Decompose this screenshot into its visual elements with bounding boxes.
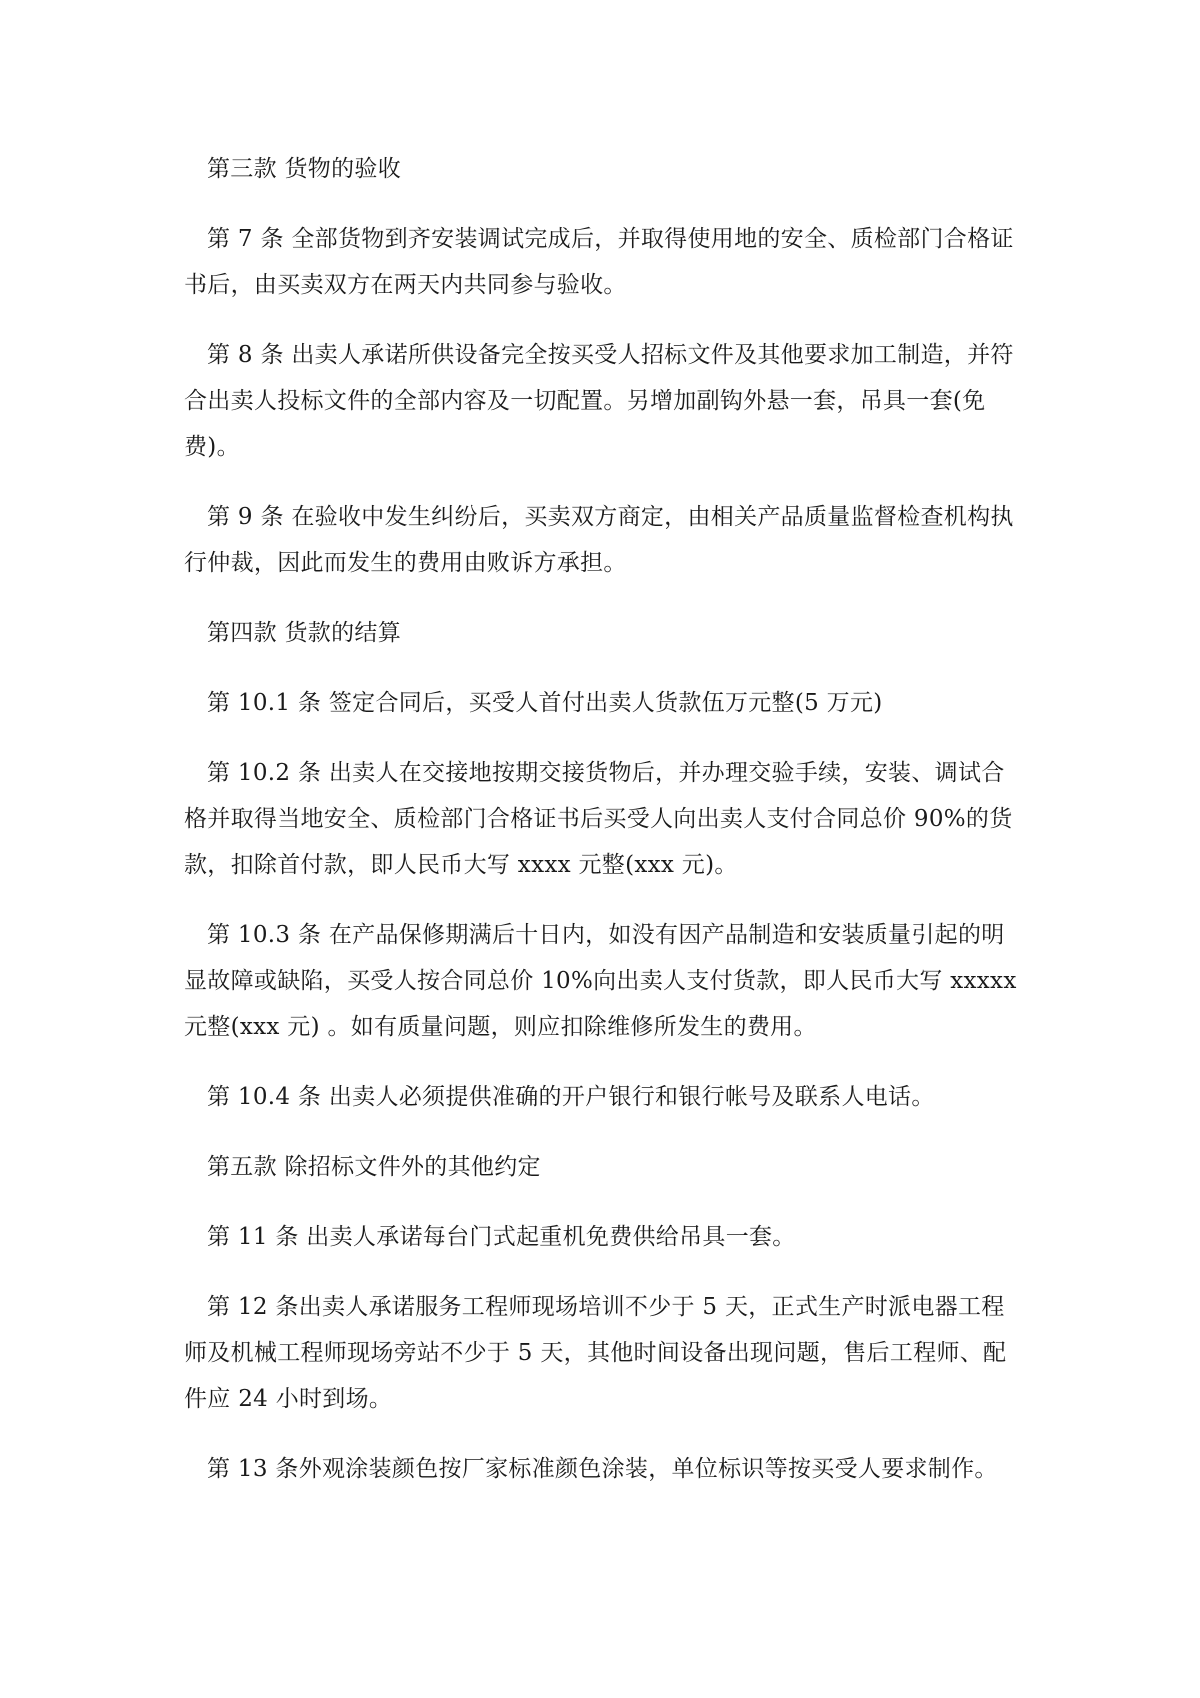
- clause-10-3: 第 10.3 条 在产品保修期满后十日内，如没有因产品制造和安装质量引起的明显故障或缺陷，买受人按合同总价 10%向出卖人支付货款，即人民币大写 xxxxx 元整(xxx 元) 。如有质量问题，则应扣除维修所发生的费用。: [184, 922, 1017, 1040]
- clause-10-4: 第 10.4 条 出卖人必须提供准确的开户银行和银行帐号及联系人电话。: [207, 1084, 935, 1110]
- clause-13: 第 13 条外观涂装颜色按厂家标准颜色涂装，单位标识等按买受人要求制作。: [207, 1456, 998, 1482]
- clause-8: 第 8 条 出卖人承诺所供设备完全按买受人招标文件及其他要求加工制造，并符合出卖人投标文件的全部内容及一切配置。另增加副钩外悬一套，吊具一套(免费)。: [184, 342, 1014, 460]
- section-heading-4: 第四款 货款的结算: [207, 620, 402, 646]
- clause-10-1: 第 10.1 条 签定合同后，买受人首付出卖人货款伍万元整(5 万元): [207, 690, 883, 716]
- section-heading-3: 第三款 货物的验收: [207, 156, 402, 182]
- document-body: [184, 146, 1024, 1516]
- clause-7: 第 7 条 全部货物到齐安装调试完成后，并取得使用地的安全、质检部门合格证书后，由买卖双方在两天内共同参与验收。: [184, 226, 1014, 298]
- clause-11: 第 11 条 出卖人承诺每台门式起重机免费供给吊具一套。: [207, 1224, 796, 1250]
- clause-9: 第 9 条 在验收中发生纠纷后，买卖双方商定，由相关产品质量监督检查机构执行仲裁，因此而发生的费用由败诉方承担。: [184, 504, 1014, 576]
- clause-12: 第 12 条出卖人承诺服务工程师现场培训不少于 5 天，正式生产时派电器工程师及机械工程师现场旁站不少于 5 天，其他时间设备出现问题，售后工程师、配件应 24 小时到场。: [184, 1294, 1007, 1412]
- section-heading-5: 第五款 除招标文件外的其他约定: [207, 1154, 541, 1180]
- clause-10-2: 第 10.2 条 出卖人在交接地按期交接货物后，并办理交验手续，安装、调试合格并取得当地安全、质检部门合格证书后买受人向出卖人支付合同总价 90%的货款，扣除首付款，即人民币大写 xxxx 元整(xxx 元)。: [184, 760, 1013, 878]
